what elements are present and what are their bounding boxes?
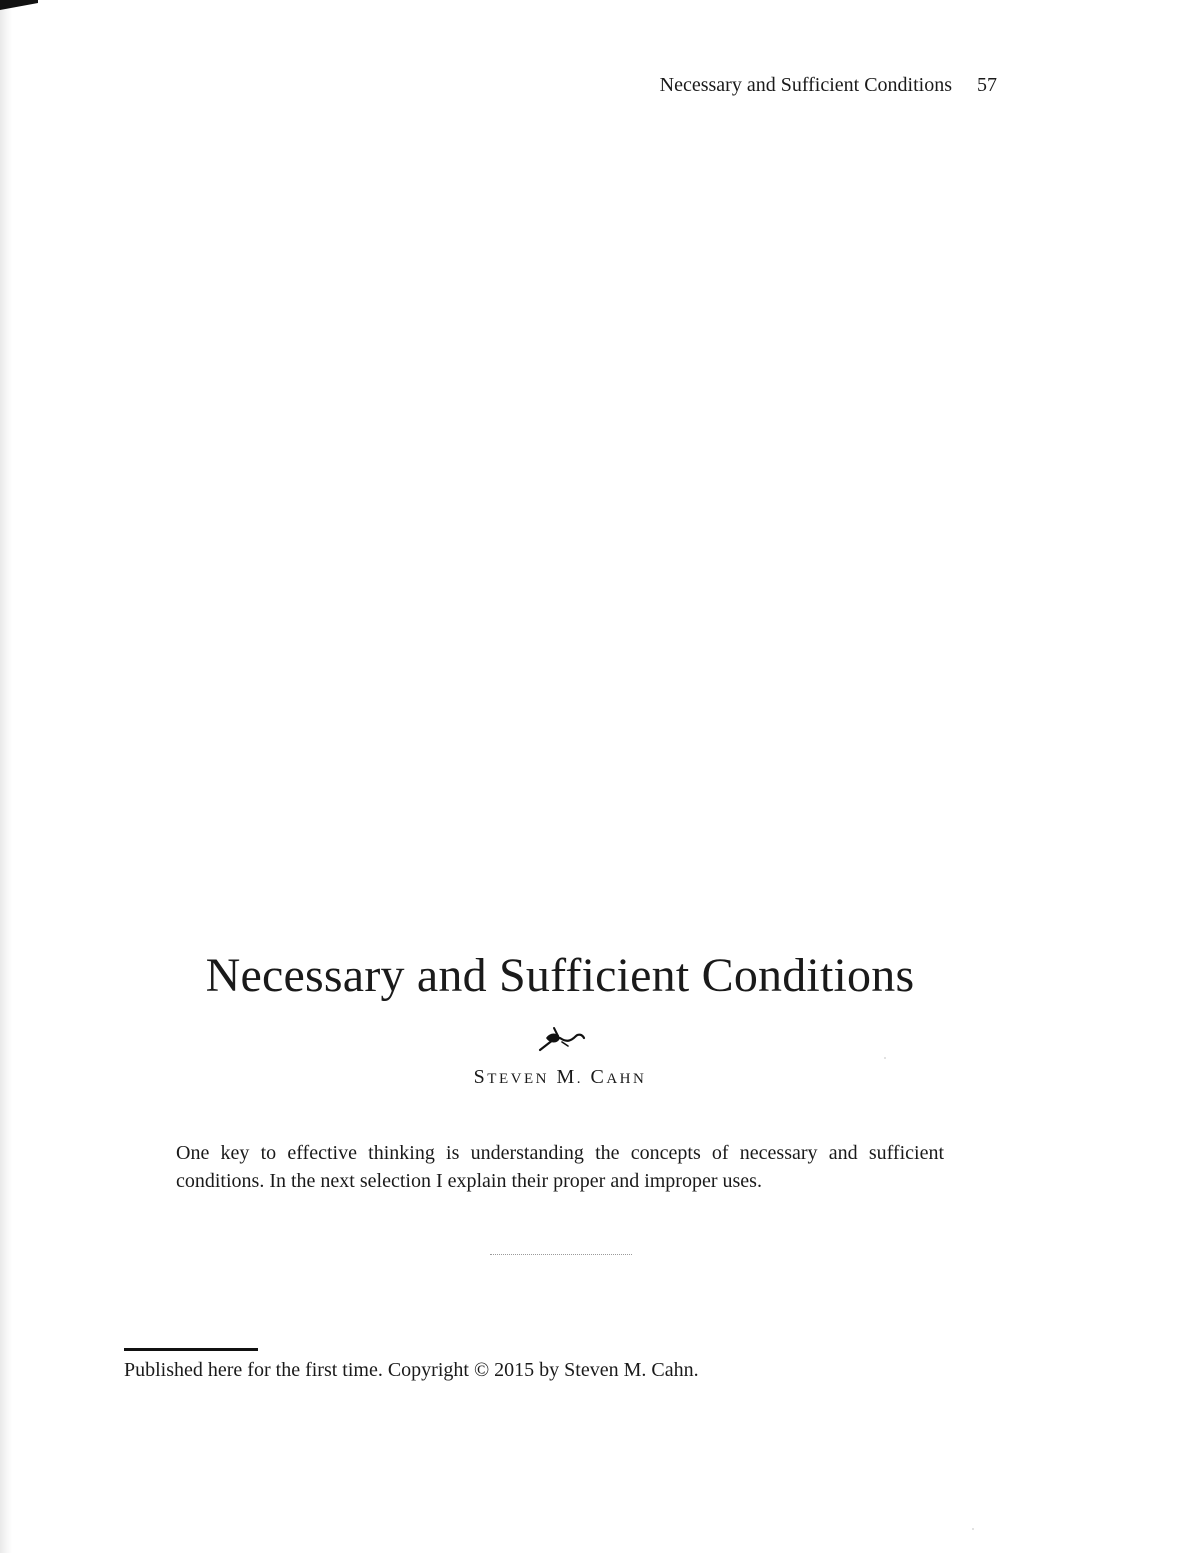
scan-speck (972, 1528, 974, 1530)
running-head-title: Necessary and Sufficient Conditions (659, 74, 952, 96)
scan-corner-mark (0, 0, 38, 10)
page-number: 57 (977, 74, 997, 96)
scan-edge (0, 0, 12, 1553)
scan-speck (884, 1057, 886, 1059)
section-divider (490, 1254, 632, 1255)
fleuron-ornament-icon (536, 1024, 588, 1054)
running-head (560, 74, 997, 97)
footnote: Published here for the first time. Copyright © 2015 by Steven M. Cahn. (124, 1359, 699, 1381)
author-byline: STEVEN M. CAHN (473, 1066, 647, 1088)
footnote-rule (124, 1348, 258, 1351)
intro-paragraph: One key to effective thinking is understanding the concepts of necessary and sufficient conditions. In the next selection I explain their proper and improper uses. (176, 1142, 944, 1192)
chapter-title: Necessary and Sufficient Conditions (205, 949, 915, 1002)
